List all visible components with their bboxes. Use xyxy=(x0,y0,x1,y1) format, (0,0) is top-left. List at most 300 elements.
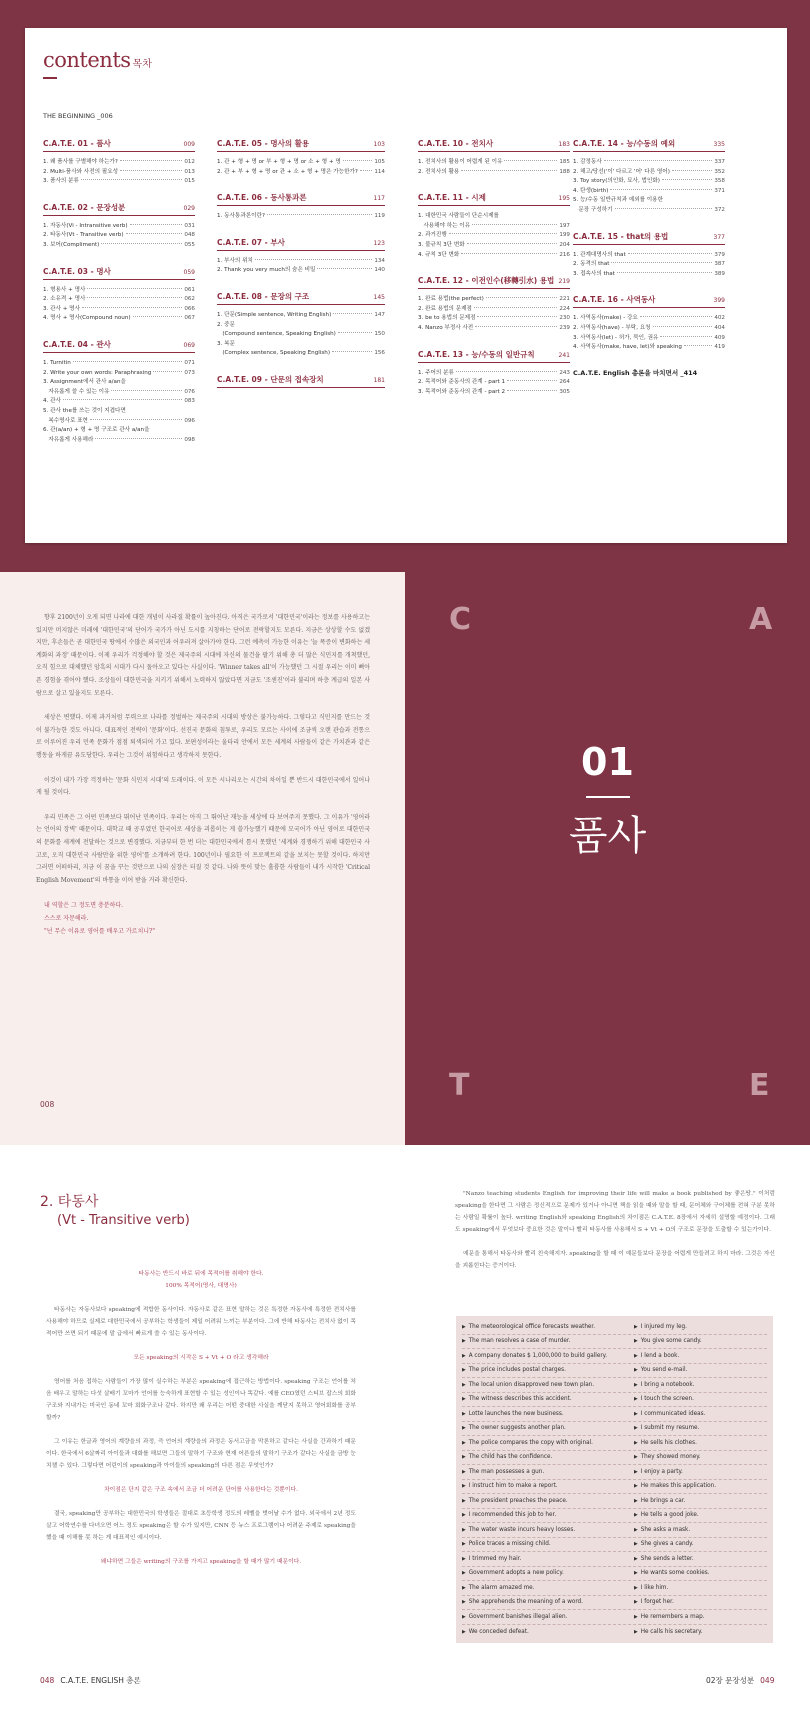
toc-section-title[interactable] xyxy=(217,291,385,305)
toc-item-page: 067 xyxy=(184,315,195,322)
toc-section-page: 117 xyxy=(373,195,385,203)
table-cell xyxy=(630,1498,767,1504)
toc-section-page: 399 xyxy=(713,297,725,305)
toc-heading-underline xyxy=(43,77,57,79)
example-sentence: The police compares the copy with original. xyxy=(468,1439,593,1446)
arrow-right-icon: ▶ xyxy=(462,1484,466,1490)
toc-item-page: 083 xyxy=(184,398,195,405)
toc-item-text: 5. 능/수동 일반규칙과 예외를 이용한 xyxy=(573,197,663,204)
prologue-paragraph: 세상은 변했다. 이제 과거처럼 무력으로 나라를 정벌하는 제국주의 시대의 방상은 불가능하다. 그렇다고 식민지를 만드는 것이 불가능한 것도 아니다. 대표적인 전략이 '문화'이다. 선진국 문화의 침투로, 우리도 모르는 사이에 조금씩 오랜 관습과 전통으로 이루어진 우리 민족 문화가 점점 퇴색되어 가고 있다. 보편성이라는 울타리 안에서 모든 세계의 사람들이 같은 가치관과 같은 행동을 하게끔 유도당한다. 우리는 그것이 위험하다고 생각하지 못한다. xyxy=(36,714,370,759)
toc-item[interactable] xyxy=(43,241,195,251)
toc-section-label: C.A.T.E. 11 - 시제 xyxy=(418,193,486,203)
arrow-right-icon: ▶ xyxy=(462,1469,466,1475)
toc-item[interactable] xyxy=(573,187,725,197)
toc-item[interactable] xyxy=(217,266,385,276)
footer-right xyxy=(706,1675,774,1686)
arrow-right-icon: ▶ xyxy=(634,1556,638,1562)
toc-column-2 xyxy=(217,138,385,403)
toc-item-text: 3. 품사의 분류 xyxy=(43,178,79,185)
prologue-quote xyxy=(36,899,370,938)
toc-section xyxy=(217,192,385,222)
toc-section-title[interactable] xyxy=(217,192,385,206)
toc-section-title[interactable] xyxy=(418,192,570,206)
toc-item[interactable] xyxy=(217,168,385,178)
toc-column-3 xyxy=(418,138,570,412)
table-row xyxy=(462,1465,767,1480)
toc-item-text: 2. 과거진행 xyxy=(418,232,447,239)
arrow-right-icon: ▶ xyxy=(634,1542,638,1548)
toc-item-page: 239 xyxy=(559,324,570,331)
toc-item-page: 188 xyxy=(559,168,570,175)
table-row xyxy=(462,1625,767,1640)
toc-item[interactable] xyxy=(418,314,570,324)
example-sentence: She apprehends the meaning of a word. xyxy=(468,1599,583,1606)
arrow-right-icon: ▶ xyxy=(462,1353,466,1359)
toc-item[interactable] xyxy=(418,295,570,305)
key-point xyxy=(46,1556,356,1568)
table-cell xyxy=(630,1585,767,1591)
toc-item-page: 015 xyxy=(184,178,195,185)
toc-item-text: 2. 타동사(Vt - Transitive verb) xyxy=(43,232,124,239)
toc-section-title[interactable] xyxy=(418,275,570,289)
toc-section-page: 069 xyxy=(183,341,195,349)
arrow-right-icon: ▶ xyxy=(462,1571,466,1577)
table-cell xyxy=(630,1454,767,1460)
toc-item-text: 4. 탄생(birth) xyxy=(573,187,609,194)
table-row xyxy=(462,1567,767,1582)
prologue-paragraph: 이것이 내가 가장 걱정하는 '문화 식민지 시대'의 도래이다. 이 모든 시나리오는 시간의 차이일 뿐 반드시 대한민국에서 일어나게 될 것이다. xyxy=(36,776,370,797)
toc-item[interactable] xyxy=(573,206,725,216)
toc-item[interactable] xyxy=(43,407,195,417)
example-sentence: I enjoy a party. xyxy=(640,1468,683,1475)
arrow-right-icon: ▶ xyxy=(462,1498,466,1504)
toc-item-page: 243 xyxy=(559,369,570,376)
table-cell xyxy=(462,1411,630,1417)
toc-item[interactable] xyxy=(43,359,195,369)
table-cell xyxy=(462,1585,630,1591)
toc-section-label: C.A.T.E. 14 - 능/수동의 예외 xyxy=(573,139,676,148)
toc-item-leader xyxy=(507,380,557,381)
table-cell xyxy=(630,1338,767,1344)
toc-item-page: 352 xyxy=(714,168,725,175)
toc-section-label: C.A.T.E. 10 - 전치사 xyxy=(418,139,494,148)
toc-item-text: 2. Thank you very much의 숨은 비밀 xyxy=(217,267,316,274)
example-sentence: The man resolves a case of murder. xyxy=(468,1338,571,1345)
toc-item[interactable] xyxy=(418,324,570,334)
toc-item[interactable] xyxy=(573,343,725,353)
toc-item[interactable] xyxy=(573,177,725,187)
toc-item[interactable] xyxy=(418,388,570,398)
toc-item-text: (Complex sentence, Speaking English) xyxy=(217,350,331,357)
example-sentence: Lotte launches the new business. xyxy=(468,1410,564,1417)
toc-item[interactable] xyxy=(43,231,195,241)
chapter-spread xyxy=(0,572,810,1145)
toc-item[interactable] xyxy=(418,168,570,178)
toc-item-page: 371 xyxy=(714,187,725,194)
table-cell xyxy=(630,1469,767,1475)
toc-column-1 xyxy=(43,138,195,460)
toc-item-leader xyxy=(615,208,713,209)
toc-item[interactable] xyxy=(43,158,195,168)
prologue-quote-line: "넌 무슨 이유로 영어를 배우고 가르치니?" xyxy=(44,928,156,936)
toc-item-leader xyxy=(87,297,182,298)
toc-section-page: 009 xyxy=(183,141,195,148)
toc-item[interactable] xyxy=(217,257,385,267)
toc-item-page: 372 xyxy=(714,206,725,213)
toc-section xyxy=(43,202,195,251)
table-cell xyxy=(462,1440,630,1446)
toc-section-label: C.A.T.E. 01 - 품사 xyxy=(43,139,111,148)
toc-item-leader xyxy=(267,214,372,215)
chapter-title-page xyxy=(405,572,810,1145)
toc-item-page: 098 xyxy=(184,436,195,443)
toc-item-text: 자유롭게 쓸 수 있는 이유 xyxy=(43,388,110,395)
arrow-right-icon: ▶ xyxy=(462,1339,466,1345)
arrow-right-icon: ▶ xyxy=(634,1411,638,1417)
toc-item[interactable] xyxy=(573,334,725,344)
toc-item[interactable] xyxy=(43,388,195,398)
toc-section-title[interactable] xyxy=(43,339,195,353)
toc-item[interactable] xyxy=(573,196,725,206)
toc-item-text: 2. 관 + 부 + 형 + 명 or 관 + 소 + 형 + 명은 가능한가? xyxy=(217,168,358,175)
toc-section-title[interactable] xyxy=(217,237,385,251)
lesson-paragraph: "Nanzo teaching students English for improving their life will make a book published by 좋은땅." 이처럼 speaking을 한다면 그 사람은 정신적으로 문제가 있거나 아니면 책을 읽을 때와 말을 할 때, 문어체와 구어체를 전혀 구분 못하는 사람일 확률이 높다. writing English와 speaking English의 차이점은 C.A.T.E. 8장에서 자세히 설명할 예정이다. 그래도 speaking에서 무엇보다 중요한 것은 말이나 빨리 타동사를 사용해서 S + Vt + O의 구조로 문장을 도출할 수 있는가이다. xyxy=(455,1191,775,1233)
toc-item[interactable] xyxy=(43,305,195,315)
example-sentence: The local union disapproved new town plan. xyxy=(468,1381,595,1388)
toc-item-leader xyxy=(662,179,712,180)
toc-item-page: 076 xyxy=(184,388,195,395)
example-sentence: The child has the confidence. xyxy=(468,1454,553,1461)
toc-section xyxy=(43,266,195,324)
toc-item[interactable] xyxy=(43,378,195,388)
toc-item-text: 자유롭게 사용해라 xyxy=(43,436,94,443)
toc-item-page: 389 xyxy=(714,270,725,277)
toc-heading xyxy=(43,48,152,79)
toc-item-text: 4. 규칙 3단 변화 xyxy=(418,251,460,258)
toc-item-page: 224 xyxy=(559,305,570,312)
toc-section-title[interactable] xyxy=(217,138,385,152)
footer-left-page: 048 xyxy=(40,1676,55,1685)
toc-item[interactable] xyxy=(418,305,570,315)
toc-section-title[interactable] xyxy=(217,374,385,388)
toc-item[interactable] xyxy=(418,241,570,251)
toc-item-text: 4. 명사 + 명사(Compound noun) xyxy=(43,315,131,322)
toc-section xyxy=(217,138,385,177)
arrow-right-icon: ▶ xyxy=(634,1629,638,1635)
table-cell xyxy=(462,1556,630,1562)
toc-item-leader xyxy=(684,345,712,346)
table-cell xyxy=(630,1512,767,1518)
footer-right-text: 02장 문장성분 xyxy=(706,1676,755,1685)
toc-item-text: 6. 관(a/an) + 형 + 명 구조로 관사 a/an을 xyxy=(43,427,150,434)
table-cell xyxy=(630,1614,767,1620)
toc-item-text: 3. 보어(Compliment) xyxy=(43,241,100,248)
toc-item-leader xyxy=(610,189,712,190)
toc-item-leader xyxy=(660,336,712,337)
lesson-paragraph: 예문을 통해서 타동사와 빨리 친숙해지자. speaking을 할 때 이 예문들보다 문장을 어렵게 만들려고 하지 마라. 그것은 자신을 괴롭힌다는 증거이다. xyxy=(455,1251,775,1269)
toc-section-title[interactable] xyxy=(418,349,570,363)
table-cell xyxy=(462,1324,630,1330)
toc-item[interactable] xyxy=(217,158,385,168)
toc-item[interactable] xyxy=(418,231,570,241)
arrow-right-icon: ▶ xyxy=(634,1527,638,1533)
toc-item[interactable] xyxy=(418,378,570,388)
key-point-line: 100% 목적어(명사, 대명사) xyxy=(165,1283,237,1289)
toc-section-label: C.A.T.E. 08 - 문장의 구조 xyxy=(217,291,310,301)
toc-item-leader xyxy=(507,390,557,391)
toc-item-page: 221 xyxy=(559,296,570,303)
arrow-right-icon: ▶ xyxy=(462,1629,466,1635)
toc-item[interactable] xyxy=(217,212,385,222)
toc-section-title[interactable] xyxy=(43,266,195,280)
toc-item[interactable] xyxy=(43,436,195,446)
toc-item-text: 1. 감정동사 xyxy=(573,159,602,165)
toc-section xyxy=(418,138,570,177)
key-point-line: 모든 speaking의 시작은 S + Vt + O 라고 생각해라 xyxy=(133,1355,269,1361)
toc-item-text: 2. 사역동사(have) - 부탁, 요청 xyxy=(573,324,651,331)
arrow-right-icon: ▶ xyxy=(462,1368,466,1374)
toc-item[interactable] xyxy=(43,286,195,296)
example-sentence: You send e-mail. xyxy=(640,1367,688,1374)
table-cell xyxy=(462,1353,630,1359)
toc-item-leader xyxy=(504,160,557,161)
table-row xyxy=(462,1378,767,1393)
toc-section-title[interactable] xyxy=(573,231,725,245)
key-point-line: 타동사는 반드시 바로 뒤에 목적어를 취해야 한다. xyxy=(138,1271,264,1277)
example-sentence: I submit my resume. xyxy=(640,1425,700,1432)
toc-section-label: C.A.T.E. 15 - that의 용법 xyxy=(573,231,669,241)
arrow-right-icon: ▶ xyxy=(462,1600,466,1606)
toc-section-label: C.A.T.E. 09 - 단문의 접속장치 xyxy=(217,374,324,384)
toc-item[interactable] xyxy=(217,330,385,340)
toc-item-page: 114 xyxy=(374,168,385,175)
toc-item[interactable] xyxy=(43,222,195,232)
toc-item-text: 1. 부사의 위치 xyxy=(217,257,253,264)
table-cell xyxy=(462,1425,630,1431)
arrow-right-icon: ▶ xyxy=(634,1339,638,1345)
toc-item[interactable] xyxy=(573,324,725,334)
toc-page xyxy=(25,28,787,543)
table-row xyxy=(462,1523,767,1538)
toc-item-page: 071 xyxy=(184,359,195,366)
table-row xyxy=(462,1320,767,1335)
toc-item[interactable] xyxy=(418,212,570,222)
toc-item-leader xyxy=(332,351,372,352)
arrow-right-icon: ▶ xyxy=(634,1353,638,1359)
toc-section-page: 059 xyxy=(183,268,195,276)
lesson-paragraph: 결국, speaking만 공부하는 대한민국의 학생들은 절대로 초등학생 정도의 레벨을 벗어날 수가 없다. 외국에서 2년 정도 살고 어학연수를 다녀오면 어느 정도 speaking은 할 수가 있지만, CNN 등 뉴스 프로그램이나 어려운 주제로 speaking을 했을 때 이해를 못 하는 게 대표적인 예시이다. xyxy=(46,1511,356,1541)
toc-item-text: 3. 불규칙 3단 변화 xyxy=(418,241,465,248)
toc-item[interactable] xyxy=(217,349,385,359)
table-cell xyxy=(630,1599,767,1605)
toc-section-page: 335 xyxy=(713,141,725,148)
table-row xyxy=(462,1451,767,1466)
toc-item-leader xyxy=(343,160,373,161)
key-point-line: 차이점은 단지 같은 구조 속에서 조금 더 어려운 단어를 사용한다는 것뿐이다. xyxy=(104,1487,298,1493)
toc-item-leader xyxy=(604,160,713,161)
toc-item-page: 197 xyxy=(559,222,570,229)
toc-item[interactable] xyxy=(573,260,725,270)
example-sentence: She gives a candy. xyxy=(640,1541,694,1548)
toc-heading-sub: 목차 xyxy=(132,59,152,70)
arrow-right-icon: ▶ xyxy=(634,1614,638,1620)
table-row xyxy=(462,1509,767,1524)
arrow-right-icon: ▶ xyxy=(634,1498,638,1504)
toc-item-page: 119 xyxy=(374,213,385,220)
example-sentence: I trimmed my hair. xyxy=(468,1555,522,1562)
toc-section xyxy=(217,291,385,359)
toc-item-leader xyxy=(120,160,182,161)
table-row xyxy=(462,1596,767,1611)
toc-item-text: 문장 구성하기 xyxy=(573,206,613,213)
example-sentence: He brings a car. xyxy=(640,1497,686,1504)
table-cell xyxy=(462,1512,630,1518)
toc-item[interactable] xyxy=(418,222,570,232)
arrow-right-icon: ▶ xyxy=(634,1324,638,1330)
toc-item-page: 147 xyxy=(374,311,385,318)
toc-item-page: 216 xyxy=(559,251,570,258)
toc-item-text: 1. 전치사의 활용이 어렵게 된 이유 xyxy=(418,159,503,165)
table-cell xyxy=(630,1629,767,1635)
toc-item-page: 150 xyxy=(374,331,385,338)
example-sentence-table xyxy=(456,1316,773,1643)
table-cell xyxy=(462,1629,630,1635)
toc-item-text: 3. 목적어와 준동사의 관계 - part 2 xyxy=(418,388,506,395)
example-sentence: You give some candy. xyxy=(640,1338,702,1345)
toc-item[interactable] xyxy=(43,295,195,305)
toc-item[interactable] xyxy=(573,168,725,178)
toc-item[interactable] xyxy=(217,321,385,331)
toc-item-leader xyxy=(611,262,712,263)
toc-beginning: THE BEGINNING _006 xyxy=(43,112,113,120)
toc-item-text: 1. 단문(Simple sentence, Writing English) xyxy=(217,311,332,318)
toc-item-leader xyxy=(95,438,182,439)
toc-section-page: 183 xyxy=(558,141,570,148)
toc-item-page: 140 xyxy=(374,267,385,274)
table-cell xyxy=(462,1469,630,1475)
toc-item[interactable] xyxy=(573,314,725,324)
toc-item-page: 337 xyxy=(714,159,725,165)
toc-item[interactable] xyxy=(217,311,385,321)
arrow-right-icon: ▶ xyxy=(634,1397,638,1403)
toc-item-text: 5. 관사 the를 쓰는 것이 지겹다면 xyxy=(43,407,126,414)
toc-item-leader xyxy=(640,316,712,317)
toc-item-text: 1. 관 + 형 + 명 or 부 + 형 + 명 or 소 + 형 + 명 xyxy=(217,159,341,165)
toc-item-text: 2. 목적어와 준동사의 관계 - part 1 xyxy=(418,379,506,386)
toc-item[interactable] xyxy=(43,314,195,324)
lesson-paragraph: 영어를 처음 접하는 사람들이 가장 많이 실수하는 부분은 speaking에 접근하는 방법이다. speaking 구조는 언어를 처음 배우고 말하는 다섯 살배기 꼬마가 언어를 능숙하게 표현할 수 있는 성인이나 똑같다. 예를 CEO였던 스티브 잡스의 회화구조와 지내가는 미국인 동네 꼬마 회화구조나 같다. 하지만 왜 우리는 어떤 중대한 사실을 깨닫지 못하고 영어회화를 공부할까? xyxy=(46,1379,356,1421)
example-sentence: The water waste incurs heavy losses. xyxy=(468,1526,576,1533)
toc-section xyxy=(43,339,195,445)
table-row xyxy=(462,1364,767,1379)
toc-item[interactable] xyxy=(43,397,195,407)
table-row xyxy=(462,1581,767,1596)
example-sentence: Police traces a missing child. xyxy=(468,1541,551,1548)
toc-item-leader xyxy=(63,399,182,400)
toc-item-text: 3. Assignment에서 관사 a/an을 xyxy=(43,379,126,386)
toc-item-page: 419 xyxy=(714,344,725,351)
toc-item-text: 3. be to 용법의 문제점 xyxy=(418,315,476,322)
toc-item-leader xyxy=(317,268,372,269)
table-row xyxy=(462,1407,767,1422)
toc-item[interactable] xyxy=(418,369,570,379)
arrow-right-icon: ▶ xyxy=(634,1484,638,1490)
toc-item-text: (Compound sentence, Speaking English) xyxy=(217,331,336,338)
toc-item-text: 1. 형용사 + 명사 xyxy=(43,286,86,293)
toc-item-page: 012 xyxy=(184,159,195,165)
toc-section xyxy=(418,275,570,333)
example-sentence: I like him. xyxy=(640,1584,669,1591)
table-cell xyxy=(462,1382,630,1388)
toc-item[interactable] xyxy=(573,158,725,168)
table-cell xyxy=(630,1411,767,1417)
toc-item-leader xyxy=(126,233,183,234)
arrow-right-icon: ▶ xyxy=(634,1382,638,1388)
toc-item-page: 055 xyxy=(184,241,195,248)
toc-item[interactable] xyxy=(43,426,195,436)
toc-item-text: 4. Nanzo 부정사 사전 xyxy=(418,324,474,331)
toc-section-title[interactable] xyxy=(573,294,725,308)
toc-item[interactable] xyxy=(43,417,195,427)
toc-section-page: 103 xyxy=(373,141,385,148)
table-cell xyxy=(462,1367,630,1373)
toc-section-title[interactable] xyxy=(43,202,195,216)
toc-item[interactable] xyxy=(573,270,725,280)
toc-item-page: 156 xyxy=(374,350,385,357)
table-row xyxy=(462,1422,767,1437)
table-cell xyxy=(462,1483,630,1489)
table-cell xyxy=(630,1483,767,1489)
toc-item[interactable] xyxy=(43,177,195,187)
toc-section-title[interactable] xyxy=(418,138,570,152)
toc-item[interactable] xyxy=(418,158,570,168)
footer-left-text: C.A.T.E. ENGLISH 총론 xyxy=(60,1676,141,1685)
toc-section-title[interactable] xyxy=(573,138,725,152)
example-sentence: He calls his secretary. xyxy=(640,1628,703,1635)
example-sentence: I injured my leg. xyxy=(640,1323,687,1330)
table-cell xyxy=(630,1324,767,1330)
table-cell xyxy=(462,1614,630,1620)
toc-section-title[interactable] xyxy=(43,138,195,152)
toc-item[interactable] xyxy=(43,369,195,379)
toc-closing-entry[interactable]: C.A.T.E. English 총론을 마치면서 _414 xyxy=(573,368,698,377)
example-sentence: I forget her. xyxy=(640,1599,674,1606)
toc-section-label: C.A.T.E. 13 - 능/수동의 일반규칙 xyxy=(418,349,535,359)
example-sentence: The meteorological office forecasts weather. xyxy=(468,1323,596,1330)
example-sentence: I recommended this job to her. xyxy=(468,1512,557,1519)
table-row xyxy=(462,1552,767,1567)
cate-letter-e: E xyxy=(749,1068,770,1103)
toc-item-page: 402 xyxy=(714,315,725,322)
toc-item[interactable] xyxy=(43,168,195,178)
arrow-right-icon: ▶ xyxy=(634,1571,638,1577)
toc-item-page: 134 xyxy=(374,257,385,264)
toc-item-text: 2. Multi-품사와 사전의 필요성 xyxy=(43,168,118,175)
key-point xyxy=(46,1352,356,1364)
toc-item-leader xyxy=(456,371,557,372)
toc-item[interactable] xyxy=(418,251,570,261)
toc-item[interactable] xyxy=(217,340,385,350)
toc-item-text: 복수명사로 표현 xyxy=(43,417,88,424)
chapter-number: 01 xyxy=(581,740,634,784)
toc-item-leader xyxy=(338,332,372,333)
example-sentence: He sells his clothes. xyxy=(640,1439,697,1446)
toc-item-leader xyxy=(477,316,557,317)
table-row xyxy=(462,1436,767,1451)
toc-item[interactable] xyxy=(573,251,725,261)
page-number-008: 008 xyxy=(40,1100,55,1109)
toc-item-page: 404 xyxy=(714,324,725,331)
